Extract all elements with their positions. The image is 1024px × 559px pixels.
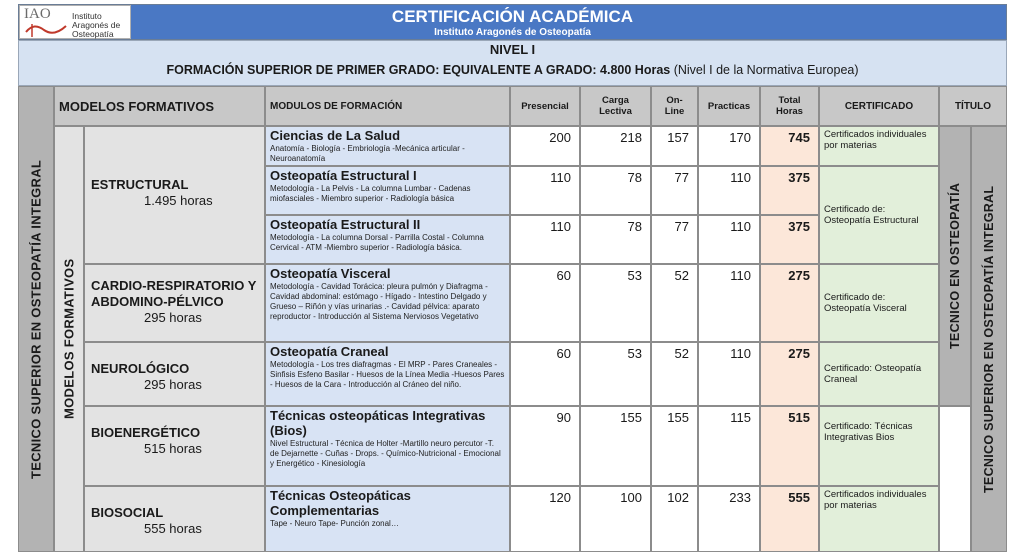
header-online-line2: Line (664, 106, 685, 117)
practicas-value: 110 (698, 264, 760, 342)
module-cell (265, 486, 510, 552)
presencial-value: 110 (510, 166, 580, 215)
category-hours: 295 horas (144, 377, 202, 392)
practicas-value: 110 (698, 215, 760, 264)
online-value: 157 (651, 126, 698, 166)
header-modulos: MODULOS DE FORMACIÓN (265, 86, 510, 126)
page-title: CERTIFICACIÓN ACADÉMICA (391, 7, 634, 26)
certificate-cell: Certificado de: Osteopatía Estructural (819, 166, 939, 264)
module-cell (265, 215, 510, 264)
module-cell (265, 264, 510, 342)
header-total-line2: Horas (776, 106, 803, 117)
presencial-value: 120 (510, 486, 580, 552)
header-modelos: MODELOS FORMATIVOS (54, 86, 265, 126)
category-name: NEUROLÓGICO (91, 361, 190, 376)
presencial-value: 60 (510, 264, 580, 342)
title-inner-label: TECNICO EN OSTEOPATÍA (939, 126, 971, 406)
category-cardio (84, 264, 265, 342)
module-title: Ciencias de La Salud (270, 128, 401, 143)
total-value: 515 (760, 406, 819, 486)
header-carga-line2: Lectiva (599, 106, 632, 117)
practicas-value: 170 (698, 126, 760, 166)
module-description: Metodología - La Pelvis - La columna Lumbar - Cadenas miofasciales - Miembro superior - Radiología básica (270, 184, 471, 203)
header-carga-line1: Carga (602, 95, 629, 106)
category-bioenergetico (84, 406, 265, 486)
carga-value: 53 (580, 264, 651, 342)
category-neurologico (84, 342, 265, 406)
certificate-cell: Certificado: Osteopatía Craneal (819, 342, 939, 406)
online-value: 102 (651, 486, 698, 552)
logo-figure-icon (24, 20, 68, 38)
module-title: Técnicas osteopáticas Integrativas (Bios) (270, 408, 486, 438)
practicas-value: 110 (698, 166, 760, 215)
carga-value: 53 (580, 342, 651, 406)
carga-value: 218 (580, 126, 651, 166)
category-name: ESTRUCTURAL (91, 177, 189, 192)
module-title: Osteopatía Estructural I (270, 168, 417, 183)
total-value: 275 (760, 342, 819, 406)
side-title-left: TECNICO SUPERIOR EN OSTEOPATÍA INTEGRAL (18, 86, 54, 552)
module-title: Técnicas Osteopáticas Complementarias (270, 488, 411, 518)
header-certificado: CERTIFICADO (819, 86, 939, 126)
online-value: 52 (651, 342, 698, 406)
level-description: FORMACIÓN SUPERIOR DE PRIMER GRADO: EQUIVALENTE A GRADO: 4.800 Horas (166, 63, 671, 77)
module-description: Metodología - La columna Dorsal - Parrilla Costal - Columna Cervical - ATM -Miembro superior - Radiología básica. (270, 233, 484, 252)
header-carga (580, 86, 651, 126)
practicas-value: 115 (698, 406, 760, 486)
category-name: BIOSOCIAL (91, 505, 164, 520)
header-bar (18, 4, 1007, 40)
module-cell (265, 126, 510, 166)
header-total-line1: Total (778, 95, 801, 106)
logo-line3: Osteopatía (72, 29, 114, 39)
title-outer-label: TECNICO SUPERIOR EN OSTEOPATÍA INTEGRAL (971, 126, 1007, 552)
module-cell (265, 166, 510, 215)
certificate-cell: Certificado de: Osteopatía Visceral (819, 264, 939, 342)
online-value: 77 (651, 215, 698, 264)
logo-line1: Instituto (72, 11, 102, 21)
module-description: Metodología - Los tres diafragmas - El MRP - Pares Craneales - Sinfisis Esfeno Basilar - Huesos de la Línea Media -Huesos Pares - Huesos de la Cara - Introducción al Cráneo del niño. (270, 360, 505, 389)
carga-value: 155 (580, 406, 651, 486)
header-practicas: Practicas (698, 86, 760, 126)
level-name: NIVEL I (489, 42, 536, 57)
online-value: 77 (651, 166, 698, 215)
category-hours: 1.495 horas (144, 193, 213, 208)
carga-value: 100 (580, 486, 651, 552)
module-cell (265, 406, 510, 486)
header-titulo: TÍTULO (939, 86, 1007, 126)
header-online-line1: On- (666, 95, 683, 106)
category-estructural (84, 126, 265, 264)
presencial-value: 60 (510, 342, 580, 406)
certificate-cell: Certificados individuales por materias (819, 126, 939, 166)
total-value: 555 (760, 486, 819, 552)
module-title: Osteopatía Visceral (270, 266, 391, 281)
module-title: Osteopatía Estructural II (270, 217, 421, 232)
title-inner-empty (939, 406, 971, 552)
level-note: (Nivel I de la Normativa Europea) (673, 63, 859, 77)
total-value: 275 (760, 264, 819, 342)
logo-mark: IAO (24, 6, 51, 22)
presencial-value: 110 (510, 215, 580, 264)
total-value: 375 (760, 166, 819, 215)
total-value: 745 (760, 126, 819, 166)
category-hours: 555 horas (144, 521, 202, 536)
certificate-cell: Certificado: Técnicas Integrativas Bios (819, 406, 939, 486)
total-value: 375 (760, 215, 819, 264)
category-biosocial (84, 486, 265, 552)
header-total (760, 86, 819, 126)
presencial-value: 90 (510, 406, 580, 486)
practicas-value: 110 (698, 342, 760, 406)
module-description: Anatomía - Biología - Embriología -Mecánica articular - Neuroanatomía (270, 144, 465, 163)
carga-value: 78 (580, 166, 651, 215)
category-name: BIOENERGÉTICO (91, 425, 201, 440)
logo-line2: Aragonés de (72, 20, 121, 30)
module-description: Metodología - Cavidad Torácica: pleura pulmón y Diafragma - Cavidad abdominal: estómago - Hígado - Intestino Delgado y Grueso – Riñón y vías urinarias .- Cavidad pélvica: aparato reproductor - Introducción al Sistema Nerviosos Vegetativo (270, 282, 488, 321)
online-value: 155 (651, 406, 698, 486)
level-band (18, 40, 1007, 86)
module-cell (265, 342, 510, 406)
page-subtitle: Instituto Aragonés de Osteopatía (434, 27, 591, 38)
certificate-cell: Certificados individuales por materias (819, 486, 939, 552)
module-title: Osteopatía Craneal (270, 344, 389, 359)
category-hours: 515 horas (144, 441, 202, 456)
online-value: 52 (651, 264, 698, 342)
header-presencial: Presencial (510, 86, 580, 126)
category-name: CARDIO-RESPIRATORIO Y ABDOMINO-PÉLVICO (91, 278, 257, 309)
practicas-value: 233 (698, 486, 760, 552)
category-hours: 295 horas (144, 310, 202, 325)
presencial-value: 200 (510, 126, 580, 166)
side-models-label: MODELOS FORMATIVOS (54, 126, 84, 552)
carga-value: 78 (580, 215, 651, 264)
module-description: Tape - Neuro Tape- Punción zonal… (270, 519, 399, 528)
header-online (651, 86, 698, 126)
module-description: Nivel Estructural - Técnica de Holter -Martillo neuro percutor -T. de Dejarnette - Cuñas - Drops. - Químico-Nutricional - Emocional y Energético - Kinesiología (270, 439, 501, 468)
logo (19, 5, 131, 39)
